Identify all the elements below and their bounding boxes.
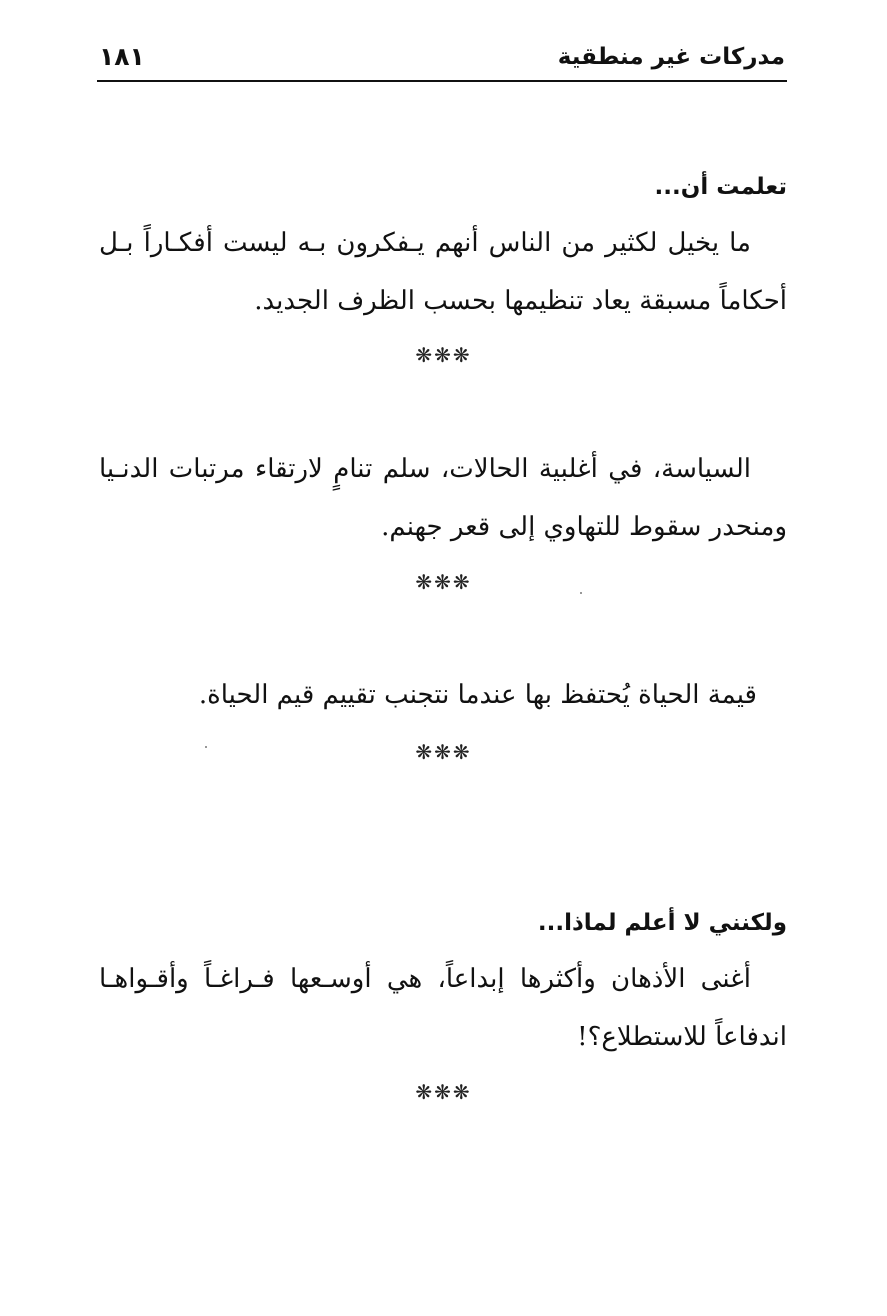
paragraph [99, 214, 787, 330]
section-separator: ❋❋❋ [415, 570, 472, 594]
page-number: ١٨١ [99, 42, 145, 71]
running-title: مدركات غير منطقية [557, 44, 785, 70]
paragraph-line: قيمة الحياة يُحتفظ بها عندما نتجنب تقييم قيم الحياة. [198, 680, 757, 710]
section-separator: ❋❋❋ [415, 740, 472, 764]
paragraph-line: أغنى الأذهان وأكثرها إبداعاً، هي أوسـعها فـراغـاً وأقـواهـا [99, 964, 751, 994]
paragraph-line: أحكاماً مسبقة يعاد تنظيمها بحسب الظرف الجديد. [254, 286, 787, 316]
scan-speck [580, 592, 582, 594]
scan-speck [205, 746, 207, 748]
section-separator: ❋❋❋ [415, 343, 472, 367]
section-heading-why: ولكنني لا أعلم لماذا... [537, 910, 787, 936]
paragraph-line: ما يخيل لكثير من الناس أنهم يـفكرون بـه ليست أفكـاراً بـل [99, 228, 751, 258]
section-separator: ❋❋❋ [415, 1080, 472, 1104]
section-heading-learned: تعلمت أن... [654, 174, 787, 200]
paragraph-line: اندفاعاً للاستطلاع؟! [577, 1022, 787, 1052]
paragraph [99, 950, 787, 1066]
paragraph [99, 440, 787, 556]
running-header [97, 40, 787, 82]
paragraph-line: ومنحدر سقوط للتهاوي إلى قعر جهنم. [381, 512, 787, 542]
paragraph [199, 666, 757, 724]
paragraph-line: السياسة، في أغلبية الحالات، سلم تنامٍ لارتقاء مرتبات الدنـيا [99, 454, 751, 484]
